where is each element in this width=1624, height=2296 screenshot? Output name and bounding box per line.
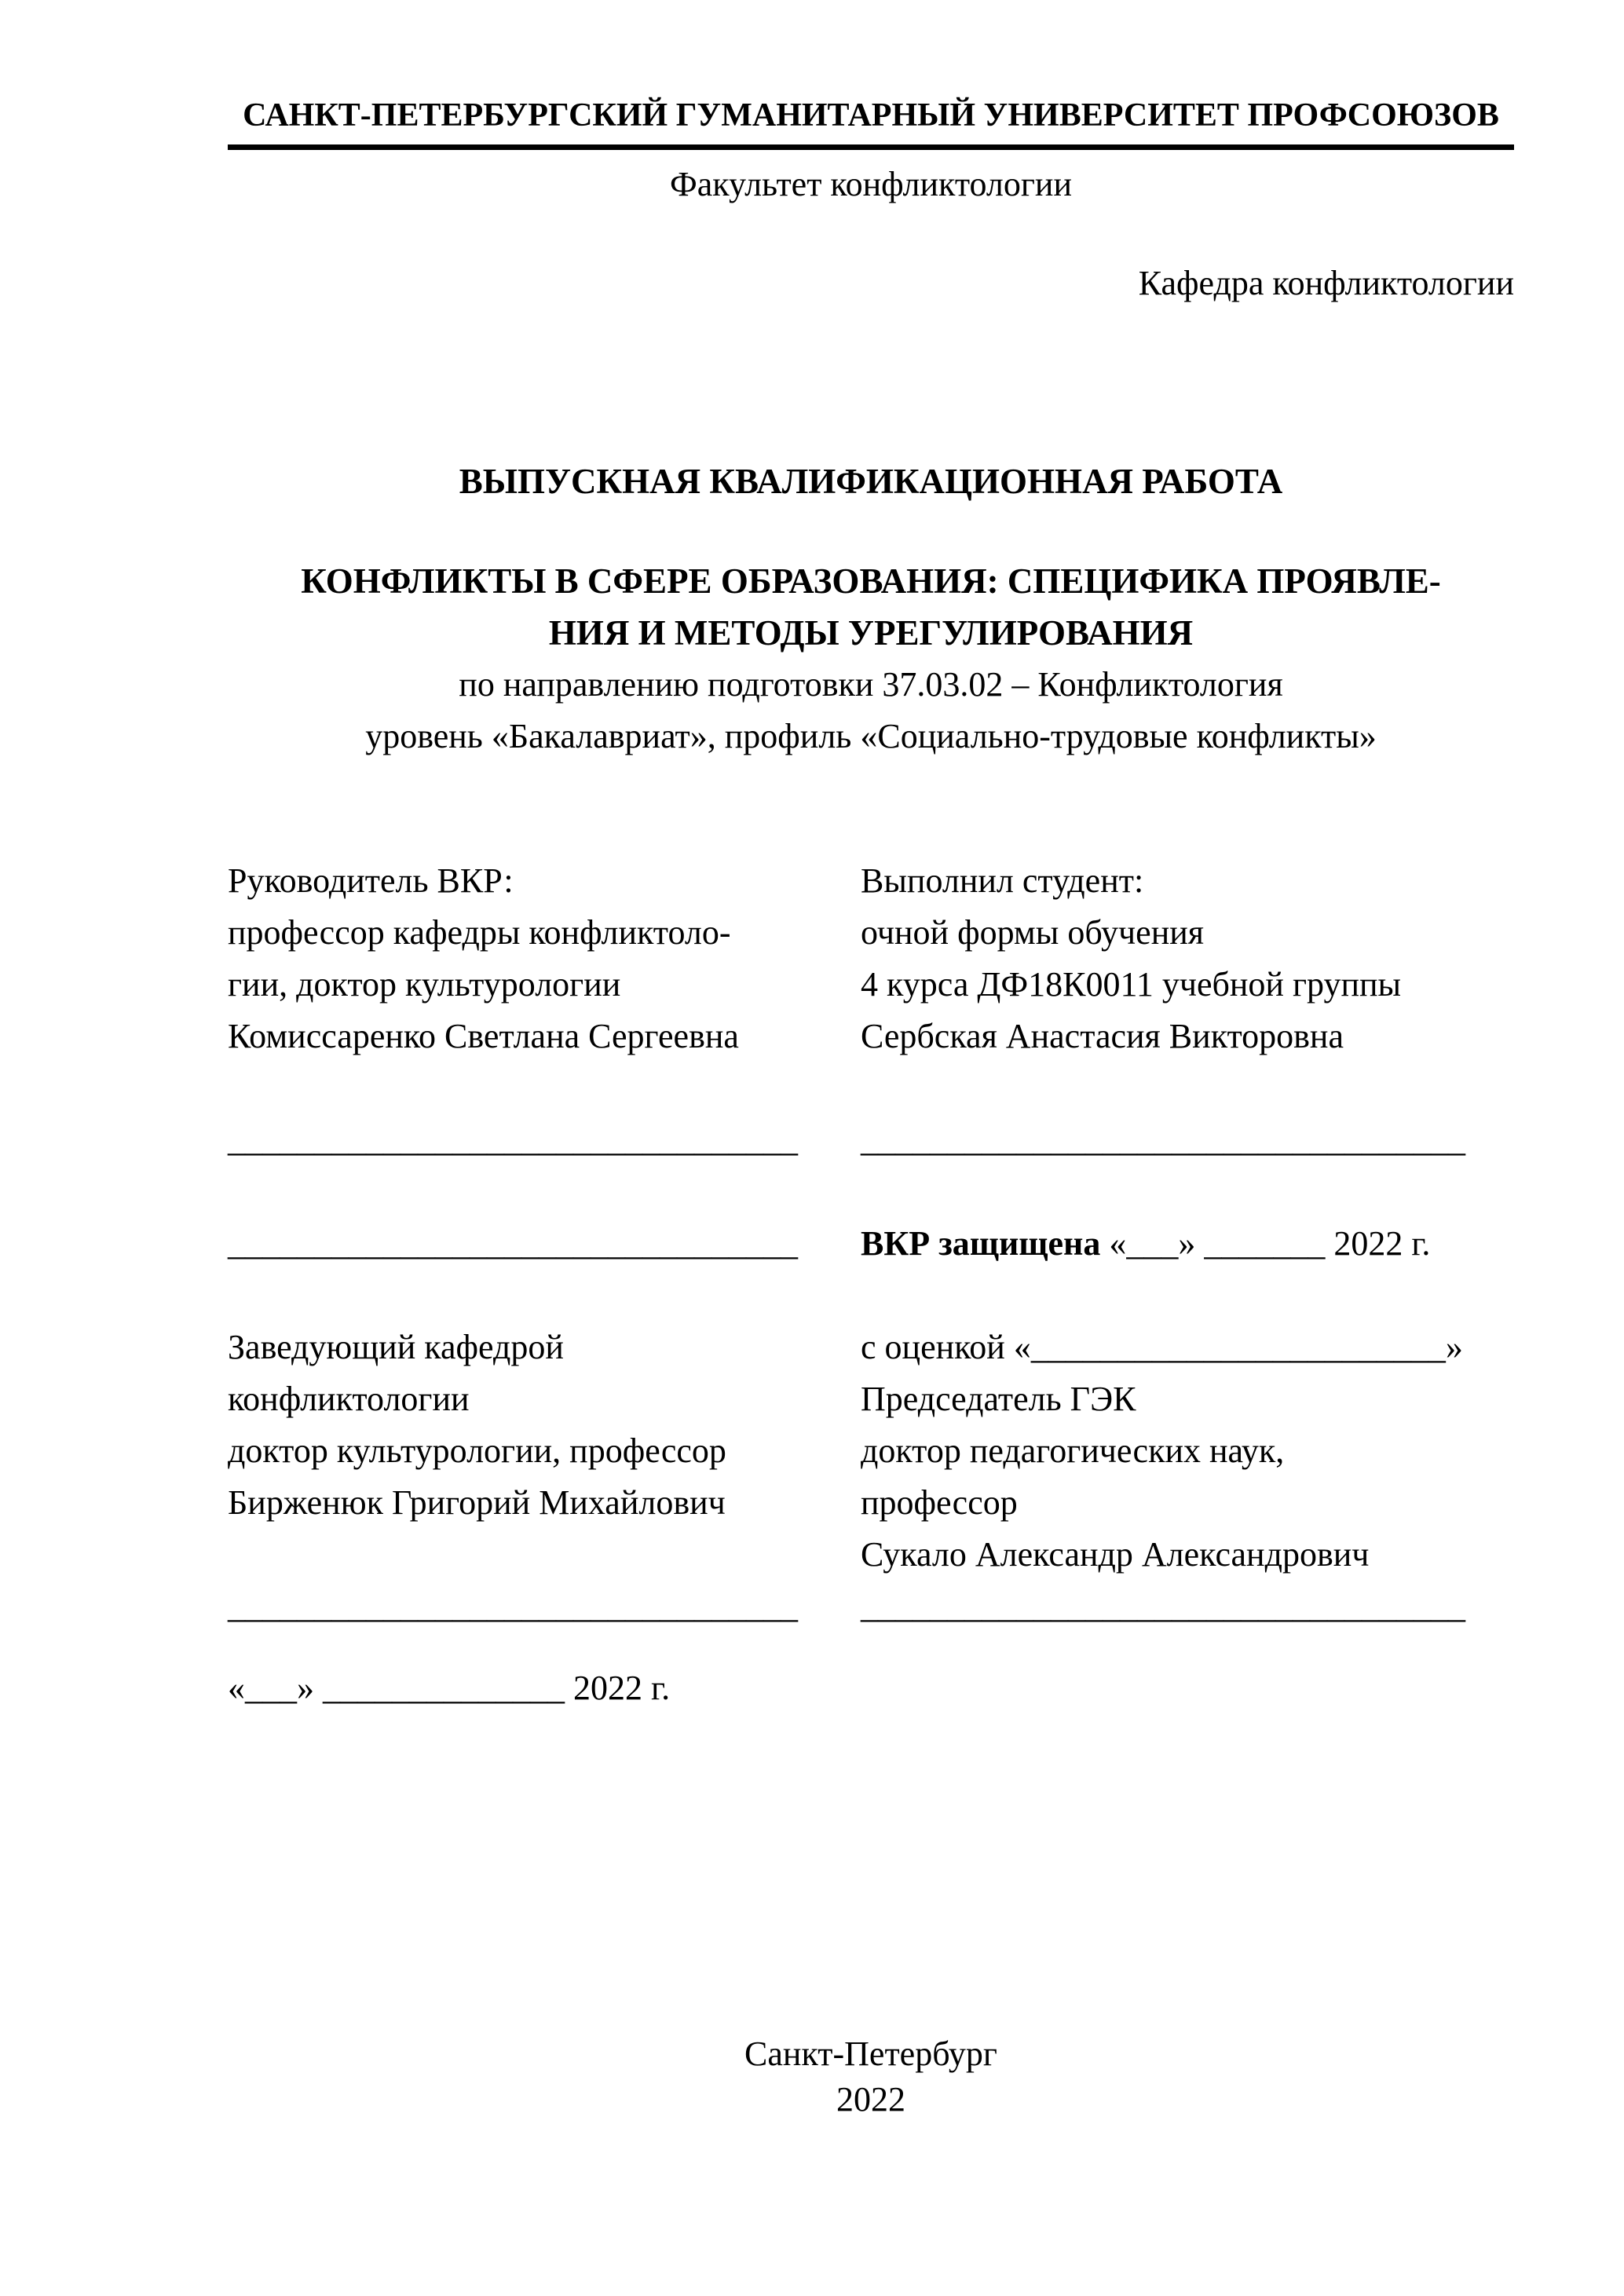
student-label: Выполнил студент: <box>861 861 1144 900</box>
defense-grade-blank: с оценкой «________________________» <box>861 1328 1463 1366</box>
footer <box>228 2031 1514 2122</box>
blank-line <box>228 1529 861 1581</box>
gek-chair-degree: доктор педагогических наук, <box>861 1431 1285 1470</box>
student-group: 4 курса ДФ18К0011 учебной группы <box>861 965 1402 1004</box>
left-column <box>228 855 861 1714</box>
gek-chair-name: Сукало Александр Александрович <box>861 1535 1370 1574</box>
department-head-signature-line: _________________________________ <box>228 1587 798 1625</box>
student-name: Сербская Анастасия Викторовна <box>861 1017 1344 1055</box>
student-study-form: очной формы обучения <box>861 913 1205 952</box>
supervisor-position-line2: гии, доктор культурологии <box>228 965 621 1004</box>
gek-chair-signature-line: ___________________________________ <box>861 1587 1465 1625</box>
student-signature-line: ___________________________________ <box>861 1121 1465 1159</box>
footer-city: Санкт-Петербург <box>744 2035 997 2073</box>
supervisor-name: Комиссаренко Светлана Сергеевна <box>228 1017 739 1055</box>
blank-line <box>228 1062 861 1114</box>
defense-date-line <box>861 1218 1514 1270</box>
department-name: Кафедра конфликтологии <box>1138 264 1514 302</box>
thesis-title-line2: НИЯ И МЕТОДЫ УРЕГУЛИРОВАНИЯ <box>548 613 1194 653</box>
program-line: по направлению подготовки 37.03.02 – Конфликтология <box>459 665 1283 704</box>
department-head-name: Бирженюк Григорий Михайлович <box>228 1483 726 1522</box>
defense-label: ВКР защищена <box>861 1224 1101 1263</box>
thesis-subtitle <box>228 659 1514 762</box>
gek-chair-rank: профессор <box>861 1483 1018 1522</box>
department-head-role-line1: Заведующий кафедрой <box>228 1328 564 1366</box>
department-head-role-line2: конфликтологии <box>228 1380 470 1418</box>
signatures-section <box>228 855 1514 1714</box>
defense-date-blank: «___» _______ 2022 г. <box>1100 1224 1431 1263</box>
supervisor-signature-line-1: _________________________________ <box>228 1121 798 1159</box>
level-profile-line: уровень «Бакалавриат», профиль «Социально-трудовые конфликты» <box>365 717 1377 755</box>
department-head-date-blank: «___» ______________ 2022 г. <box>228 1669 671 1707</box>
footer-year: 2022 <box>836 2080 905 2119</box>
university-name: САНКТ-ПЕТЕРБУРГСКИЙ ГУМАНИТАРНЫЙ УНИВЕРСИТЕТ ПРОФСОЮЗОВ <box>228 97 1514 150</box>
gek-chair-role: Председатель ГЭК <box>861 1380 1136 1418</box>
thesis-title-line1: КОНФЛИКТЫ В СФЕРЕ ОБРАЗОВАНИЯ: СПЕЦИФИКА ПРОЯВЛЕ- <box>301 561 1441 601</box>
blank-line <box>861 1270 1514 1322</box>
blank-line <box>228 1166 861 1218</box>
work-type-heading: ВЫПУСКНАЯ КВАЛИФИКАЦИОННАЯ РАБОТА <box>459 462 1283 501</box>
blank-line <box>861 1062 1514 1114</box>
department-head-position: доктор культурологии, профессор <box>228 1431 726 1470</box>
blank-line <box>861 1166 1514 1218</box>
supervisor-position-line1: профессор кафедры конфликтоло- <box>228 913 731 952</box>
blank-line <box>228 1270 861 1322</box>
supervisor-signature-line-2: _________________________________ <box>228 1224 798 1263</box>
thesis-title <box>228 555 1514 659</box>
supervisor-role: Руководитель ВКР: <box>228 861 514 900</box>
faculty-name: Факультет конфликтологии <box>669 165 1072 203</box>
right-column <box>861 855 1514 1714</box>
